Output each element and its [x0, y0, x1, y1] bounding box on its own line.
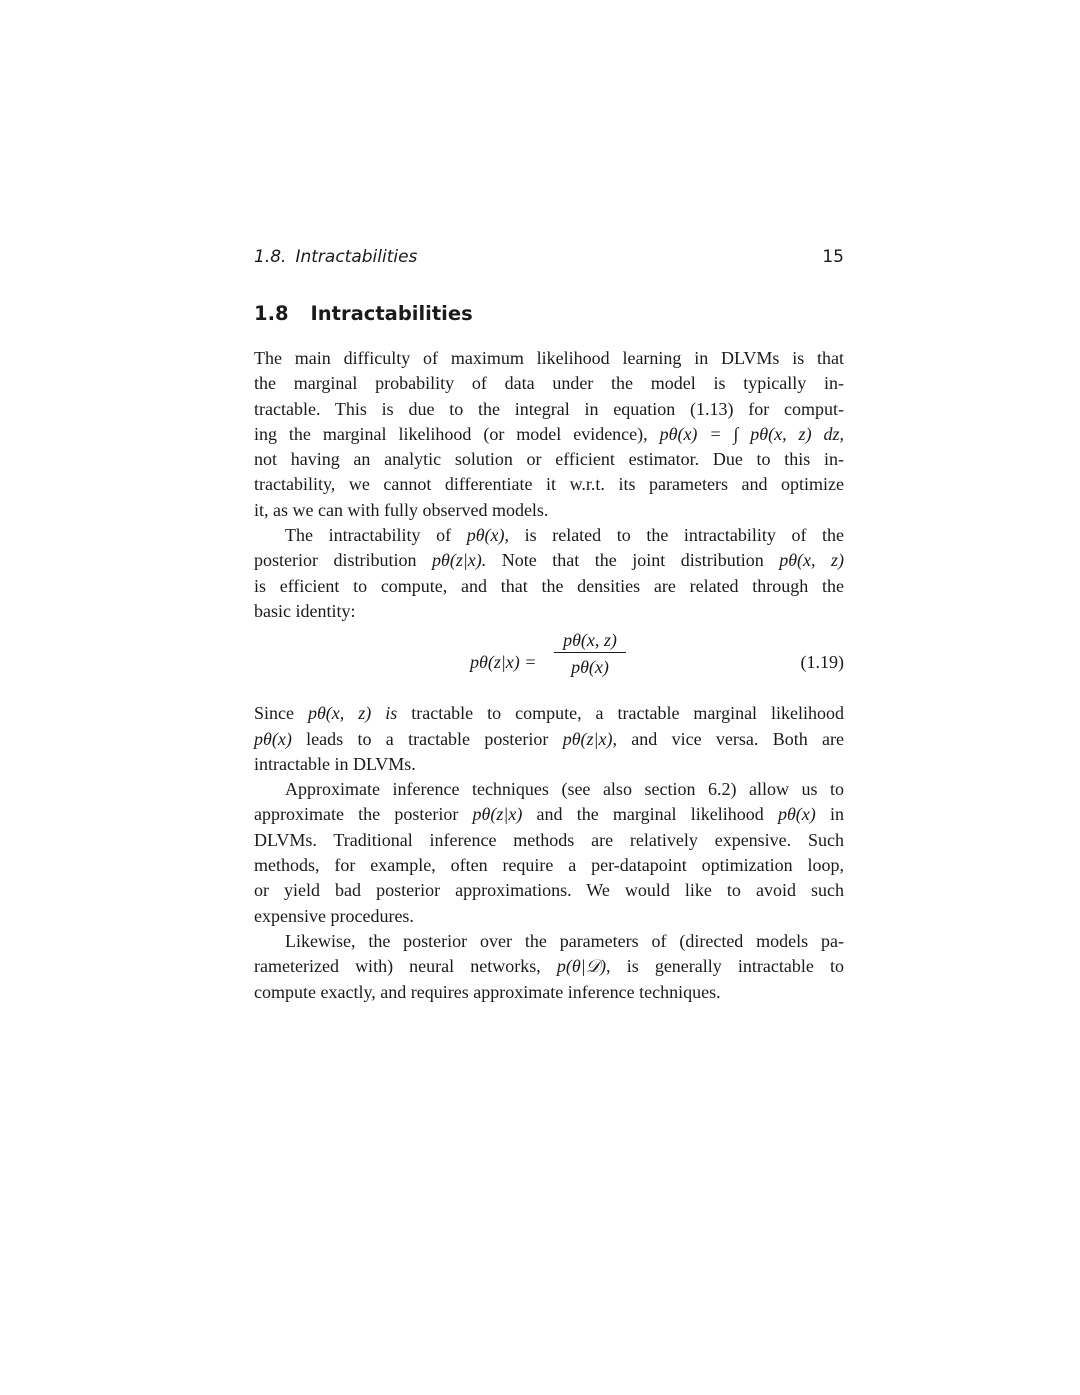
text-line: [254, 422, 844, 447]
body-text: [254, 346, 844, 1005]
running-head-section-number: 1.8.: [254, 247, 287, 267]
text-line: [254, 954, 844, 979]
equation-1-19: [254, 626, 844, 701]
paragraph-5: [254, 929, 844, 1005]
text-line: compute exactly, and requires approximate inference techniques.: [254, 981, 721, 1002]
text-line: or yield bad posterior approximations. We would like to avoid such: [254, 880, 844, 901]
inline-math: pθ(x) = ∫ pθ(x, z) dz,: [659, 423, 844, 444]
equation-numerator: pθ(x, z): [563, 630, 617, 651]
inline-math: p(θ|𝒟),: [556, 956, 611, 977]
equation-fraction: [554, 628, 626, 679]
inline-math: pθ(x): [777, 804, 816, 825]
inline-math: pθ(z|x).: [431, 550, 487, 571]
text-fragment: and vice versa. Both are: [631, 728, 845, 749]
text-line: not having an analytic solution or efficient estimator. Due to this in-: [254, 449, 844, 470]
page-number: 15: [822, 247, 844, 267]
fraction-bar: [554, 652, 626, 653]
paragraph-4: [254, 777, 844, 929]
text-line: intractable in DLVMs.: [254, 753, 416, 774]
text-line: tractability, we cannot differentiate it w.r.t. its parameters and optimize: [254, 474, 844, 495]
equation-lhs: pθ(z|x) =: [470, 652, 537, 673]
text-line: methods, for example, often require a per-datapoint optimization loop,: [254, 855, 844, 876]
equation-denominator: pθ(x): [571, 657, 609, 678]
inline-math: pθ(x),: [466, 525, 510, 546]
text-fragment: posterior distribution: [254, 550, 417, 571]
text-fragment: rameterized with) neural networks,: [254, 956, 541, 977]
section-heading: [254, 302, 473, 325]
text-line: is efficient to compute, and that the densities are related through the: [254, 575, 844, 596]
text-fragment: and the marginal likelihood: [536, 804, 764, 825]
section-number: 1.8: [254, 302, 289, 325]
text-line: Approximate inference techniques (see also section 6.2) allow us to: [285, 779, 844, 800]
text-fragment: leads to a tractable posterior: [306, 728, 549, 749]
text-fragment: tractable to compute, a tractable marginal likelihood: [411, 703, 845, 724]
text-line: DLVMs. Traditional inference methods are relatively expensive. Such: [254, 829, 844, 850]
equation-number: (1.19): [800, 652, 844, 673]
text-line: it, as we can with fully observed models.: [254, 499, 549, 520]
paragraph-2: [254, 523, 844, 624]
inline-math: pθ(z|x),: [562, 728, 617, 749]
text-line: The main difficulty of maximum likelihood learning in DLVMs is that: [254, 348, 844, 368]
text-fragment: is generally intractable to: [626, 956, 844, 977]
text-line: [254, 548, 844, 573]
text-line: [254, 727, 844, 752]
inline-math: pθ(x, z): [779, 550, 845, 571]
text-line: Likewise, the posterior over the parameters of (directed models pa-: [285, 930, 844, 951]
inline-math: pθ(x): [254, 728, 292, 749]
text-line: the marginal probability of data under the model is typically in-: [254, 373, 844, 394]
text-line: [254, 802, 844, 827]
inline-math: pθ(z|x): [472, 804, 523, 825]
text-line: [254, 701, 844, 726]
text-fragment: in: [830, 804, 845, 825]
paragraph-1: [254, 346, 844, 523]
text-fragment: Since: [254, 703, 294, 724]
running-head-section-title: Intractabilities: [295, 247, 418, 267]
text-fragment: The intractability of: [285, 525, 452, 546]
text-fragment: ing the marginal likelihood (or model evidence),: [254, 423, 648, 444]
text-fragment: Note that the joint distribution: [501, 550, 764, 571]
text-line: [254, 523, 844, 548]
paragraph-3: [254, 701, 844, 777]
text-fragment: is related to the intractability of the: [524, 525, 845, 546]
running-head: [254, 247, 844, 271]
text-fragment: approximate the posterior: [254, 804, 459, 825]
text-line: expensive procedures.: [254, 905, 414, 926]
section-title: Intractabilities: [310, 302, 473, 325]
inline-math: pθ(x, z): [307, 703, 372, 724]
text-line: basic identity:: [254, 600, 356, 621]
running-head-section: [254, 247, 417, 267]
emphasis: is: [385, 703, 398, 724]
text-line: tractable. This is due to the integral in equation (1.13) for comput-: [254, 398, 844, 419]
